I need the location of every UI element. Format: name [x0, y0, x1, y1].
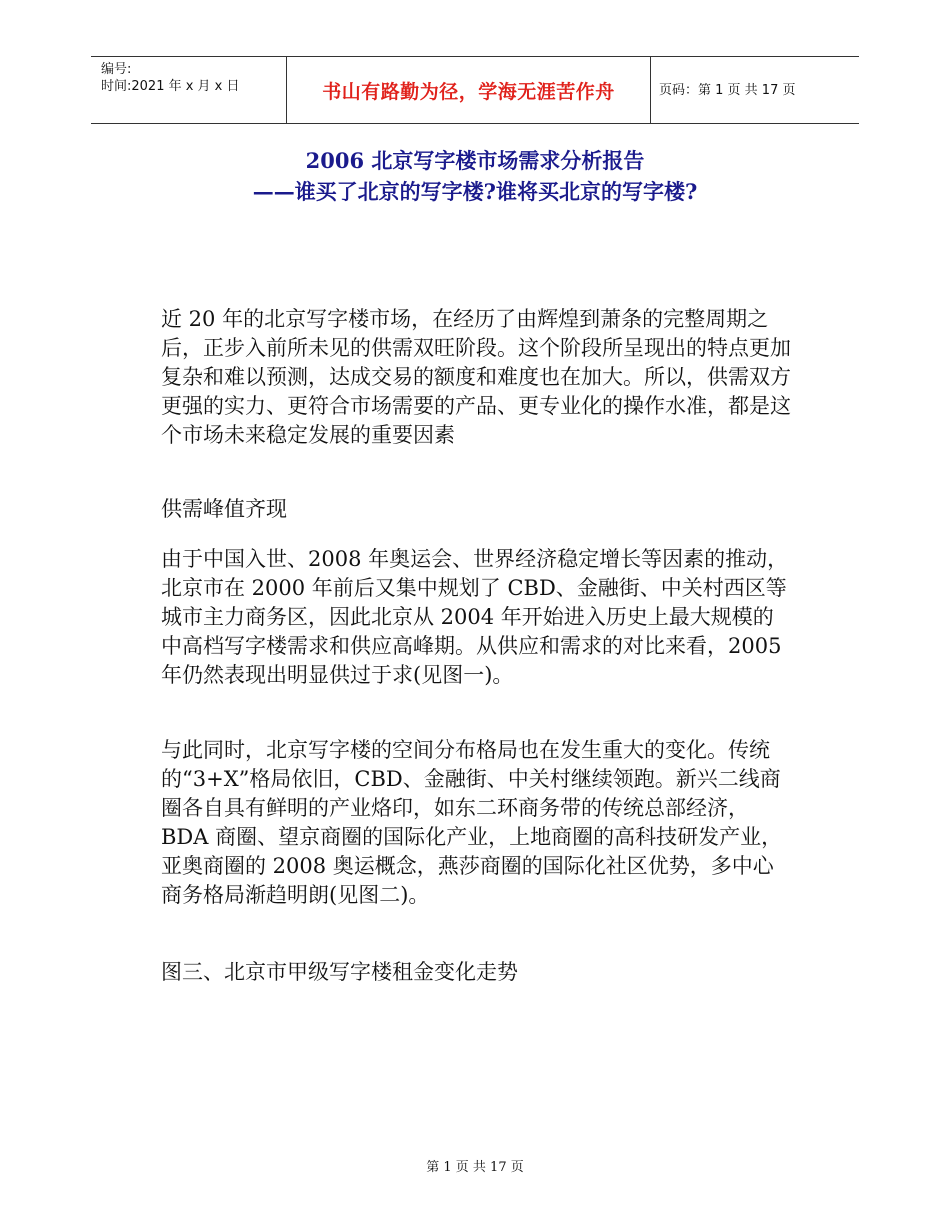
header-motto: 书山有路勤为径，学海无涯苦作舟 — [322, 81, 615, 103]
paragraph-spatial-layout: 与此同时，北京写字楼的空间分布格局也在发生重大的变化。传统的“3+X”格局依旧，CBD、金融街、中关村继续领跑。新兴二线商圈各自具有鲜明的产业烙印，如东二环商务带的传统总部经济，BDA 商圈、望京商圈的国际化产业，上地商圈的高科技研发产业，亚奥商圈的 2008 奥运概念，燕莎商圈的国际化社区优势，多中心商务格局渐趋明朗(见图二)。 — [161, 738, 783, 907]
paragraph-intro: 近 20 年的北京写字楼市场，在经历了由辉煌到萧条的完整周期之后，正步入前所未见的供需双旺阶段。这个阶段所呈现出的特点更加复杂和难以预测，达成交易的额度和难度也在加大。所以，供需双方更强的实力、更符合市场需要的产品、更专业化的操作水准，都是这个市场未来稳定发展的重要因素 — [161, 307, 791, 447]
page-footer: 第 1 页 共 17 页 — [426, 1160, 524, 1175]
figure-caption: 图三、北京市甲级写字楼租金变化走势 — [161, 960, 518, 984]
header-time-label: 时间:2021 年 x 月 x 日 — [101, 79, 240, 94]
document-subtitle: ——谁买了北京的写字楼?谁将买北京的写字楼? — [252, 179, 698, 204]
header-divider — [650, 57, 651, 123]
header-page-number: 页码：第 1 页 共 17 页 — [659, 83, 796, 98]
paragraph-supply-demand: 由于中国入世、2008 年奥运会、世界经济稳定增长等因素的推动，北京市在 2000 年前后又集中规划了 CBD、金融街、中关村西区等城市主力商务区，因此北京从 2004 年开始进入历史上最大规模的中高档写字楼需求和供应高峰期。从供应和需求的对比来看，2005 年仍然表现出明显供过于求(见图一)。 — [161, 547, 789, 687]
document-title: 2006 北京写字楼市场需求分析报告 — [305, 148, 645, 173]
page-header — [91, 56, 859, 124]
header-number-label: 编号: — [101, 62, 132, 77]
section-heading: 供需峰值齐现 — [161, 497, 287, 521]
header-meta — [101, 61, 240, 95]
